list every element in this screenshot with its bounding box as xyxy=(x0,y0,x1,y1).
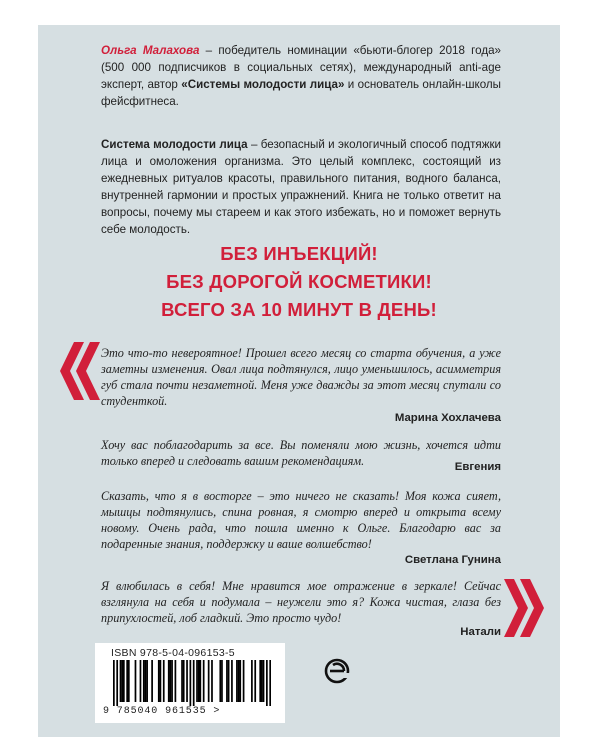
barcode-bar xyxy=(143,660,145,702)
barcode-bar xyxy=(120,660,122,702)
barcode-bar xyxy=(266,660,268,706)
barcode-bar xyxy=(269,660,271,706)
slogan-1: БЕЗ ИНЪЕКЦИЙ! xyxy=(220,243,378,264)
barcode-bar xyxy=(181,660,183,702)
barcode-bar xyxy=(226,660,228,702)
review-3-author: Светлана Гунина xyxy=(404,554,501,566)
review-2-text: Хочу вас поблагодарить за все. Вы поменяли мою жизнь, хочется идти только вперед и следовать вашим рекомендациям. xyxy=(101,438,501,468)
barcode-bar xyxy=(198,660,200,702)
review-4-author: Натали xyxy=(460,626,501,638)
barcode-bar xyxy=(211,660,213,702)
barcode-bar xyxy=(251,660,253,702)
barcode-bar xyxy=(221,660,223,702)
system-description xyxy=(101,136,501,238)
barcode-bar xyxy=(160,660,162,702)
barcode-bar xyxy=(140,660,142,702)
barcode-bar xyxy=(113,660,115,706)
review-4-text: Я влюбилась в себя! Мне нравится мое отражение в зеркале! Сейчас взглянула на себя и подумала – неужели это я? Кожа чистая, глаза без припухлостей, лоб гладкий. Это просто чудо! xyxy=(101,579,501,625)
barcode-bar xyxy=(126,660,128,702)
barcode-bar xyxy=(135,660,137,702)
author-name: Ольга Малахова xyxy=(101,44,200,57)
review-2-author: Евгения xyxy=(454,461,501,473)
barcode-bar xyxy=(170,660,172,702)
barcode-bar xyxy=(158,660,160,702)
barcode-bar xyxy=(186,660,188,702)
isbn-label: ISBN 978-5-04-096153-5 xyxy=(111,647,235,659)
barcode-bar xyxy=(168,660,170,702)
book-back-cover xyxy=(38,25,560,737)
barcode-bar xyxy=(128,660,130,702)
barcode-bar xyxy=(219,660,221,702)
barcode-bar xyxy=(259,660,261,702)
barcode-bar xyxy=(151,660,153,702)
barcode-bar xyxy=(243,660,245,702)
barcode-bar xyxy=(199,660,201,702)
review-3-text: Сказать, что я в восторге – это ничего не сказать! Моя кожа сияет, мышцы подтянулись, спина ровная, я смотрю вперед и открыта всему новому. Очень рада, что пошла именно к Ольге. Благодарю вас за подаренные знания, поддержку и ваше волшебство! xyxy=(101,489,501,551)
barcode-bar xyxy=(171,660,173,702)
review-1-author: Марина Хохлачева xyxy=(394,412,501,424)
barcode-bar xyxy=(239,660,241,702)
barcode-bar xyxy=(183,660,185,702)
barcode-bar xyxy=(123,660,125,702)
slogan-3: ВСЕГО ЗА 10 МИНУТ В ДЕНЬ! xyxy=(161,299,437,320)
barcode-bar xyxy=(261,660,263,702)
barcode-bar xyxy=(190,660,192,706)
barcode-bar xyxy=(238,660,240,702)
system-name: «Системы молодости лица» xyxy=(181,78,345,91)
barcode-bar xyxy=(208,660,210,702)
barcode-bar xyxy=(254,660,256,702)
barcode-digits: 9 785040 961535 > xyxy=(103,706,221,717)
barcode-bar xyxy=(203,660,205,702)
barcode-bar xyxy=(163,660,165,702)
system-title: Система молодости лица xyxy=(101,138,248,151)
barcode-bar xyxy=(175,660,177,702)
barcode-bar xyxy=(146,660,148,702)
barcode-bar xyxy=(236,660,238,702)
slogan-2: БЕЗ ДОРОГОЙ КОСМЕТИКИ! xyxy=(166,271,432,292)
author-bio-text-2: и основатель онлайн-школы фейсфитнеса. xyxy=(101,78,501,108)
barcode-bar xyxy=(145,660,147,702)
quote-open-chevrons-icon xyxy=(58,342,100,400)
barcode-bar xyxy=(116,660,118,706)
quote-close-chevrons-icon xyxy=(504,579,546,637)
barcode-box xyxy=(95,643,285,723)
barcode xyxy=(113,660,271,706)
author-bio xyxy=(101,42,501,110)
review-1-text: Это что-то невероятное! Прошел всего месяц со старта обучения, а уже заметны изменения. Овал лица подтянулся, лицо уменьшилось, асимметрия губ стала почти незаметной. Меня уже дважды за этот месяц спутали со студенткой. xyxy=(101,346,501,408)
barcode-bar xyxy=(121,660,123,702)
barcode-bar xyxy=(231,660,233,702)
barcode-bar xyxy=(193,660,195,706)
eksmo-logo-icon xyxy=(324,658,350,684)
barcode-bar xyxy=(263,660,265,702)
author-bio-text-1: – победитель номинации «бьюти-блогер 2018 года» (500 000 подписчиков в социальных сетях), международный anti-age эксперт, автор xyxy=(101,44,501,91)
system-text: – безопасный и экологичный способ подтяжки лица и омоложения организма. Это целый комплекс, состоящий из ежедневных ритуалов красоты, правильного питания, водного баланса, внутренней гармонии и простых упражнений. Книга не только ответит на вопросы, почему мы стареем и как этого избежать, но и поможет вернуть себе молодость. xyxy=(101,138,501,236)
barcode-bar xyxy=(228,660,230,702)
barcode-bar xyxy=(196,660,198,702)
